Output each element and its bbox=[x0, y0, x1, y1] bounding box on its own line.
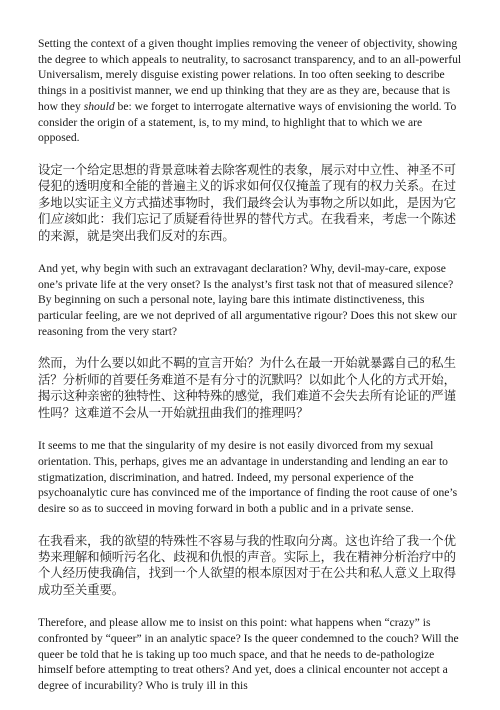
paragraph-1-chinese-emphasis: 应该 bbox=[50, 211, 75, 227]
paragraph-2-chinese: 然而，为什么要以如此不羁的宣言开始？为什么在最一开始就暴露自己的私生活？分析师的首要任务难道不是有分寸的沉默吗？以如此个人化的方式开始，揭示这种亲密的独特性、这种特殊的感觉，我们难道不会失去所有论证的严谨性吗？这难道不会从一开始就扭曲我们的推理吗？ bbox=[38, 355, 456, 420]
paragraph-3-chinese: 在我看来，我的欲望的特殊性不容易与我的性取向分离。这也许给了我一个优势来理解和倾听污名化、歧视和仇恨的声音。实际上，我在精神分析治疗中的个人经历使我确信，找到一个人欲望的根本原因对于在公共和私人意义上取得成功至关重要。 bbox=[38, 532, 456, 597]
paragraph-1-english-part-1: Setting the context of a given thought implies removing the veneer of objectivity, showing the degree to which appeals to neutrality, to sacrosanct transparency, and to an all-powerful Universalism, merely disguise existing power relations. In too often seeking to describe things in a positivist manner, we end up thinking that they are as they are, because that is how they bbox=[38, 37, 462, 113]
paragraph-1-english bbox=[38, 36, 466, 146]
paragraph-1-english-part-2: be: we forget to interrogate alternative ways of envisioning the world. To consider the origin of a statement, is, to my mind, to highlight that to which we are opposed. bbox=[38, 99, 457, 145]
paragraph-1-chinese-part-2: 如此：我们忘记了质疑看待世界的替代方式。在我看来，考虑一个陈述的来源，就是突出我们反对的东西。 bbox=[38, 211, 456, 243]
paragraph-1-chinese bbox=[38, 162, 466, 244]
paragraph-2-english: And yet, why begin with such an extravagant declaration? Why, devil-may-care, expose one’s private life at the very onset? Is the analyst’s first task not that of measured silence? By beginning on such a personal note, laying bare this intimate distinctiveness, this particular feeling, are we not deprived of all argumentative rigour? Does this not skew our reasoning from the very start? bbox=[38, 261, 457, 338]
document-page bbox=[38, 36, 466, 710]
paragraph-3-english: It seems to me that the singularity of my desire is not easily divorced from my sexual orientation. This, perhaps, gives me an advantage in understanding and lending an ear to stigmatization, discrimination, and hatred. Indeed, my personal experience of the psychoanalytic cure has convinced me of the importance of finding the root cause of one’s desire so as to succeed in moving forward in both a public and in a private sense. bbox=[38, 439, 458, 515]
paragraph-4-english: Therefore, and please allow me to insist on this point: what happens when “crazy” is confronted by “queer” in an analytic space? Is the queer condemned to the couch? Will the queer be told that he is taking up too much space, and that he needs to de-pathologize himself before attempting to treat others? And yet, does a clinical encounter not accept a degree of incurability? Who is truly ill in this bbox=[38, 616, 459, 693]
paragraph-1-chinese-part-1: 设定一个给定思想的背景意味着去除客观性的表象，展示对中立性、神圣不可侵犯的透明度和全能的普遍主义的诉求如何仅仅掩盖了现有的权力关系。在过多地以实证主义方式描述事物时，我们最终会认为事物之所以如此，是因为它们 bbox=[38, 161, 456, 227]
paragraph-1-english-emphasis: should bbox=[83, 99, 115, 113]
